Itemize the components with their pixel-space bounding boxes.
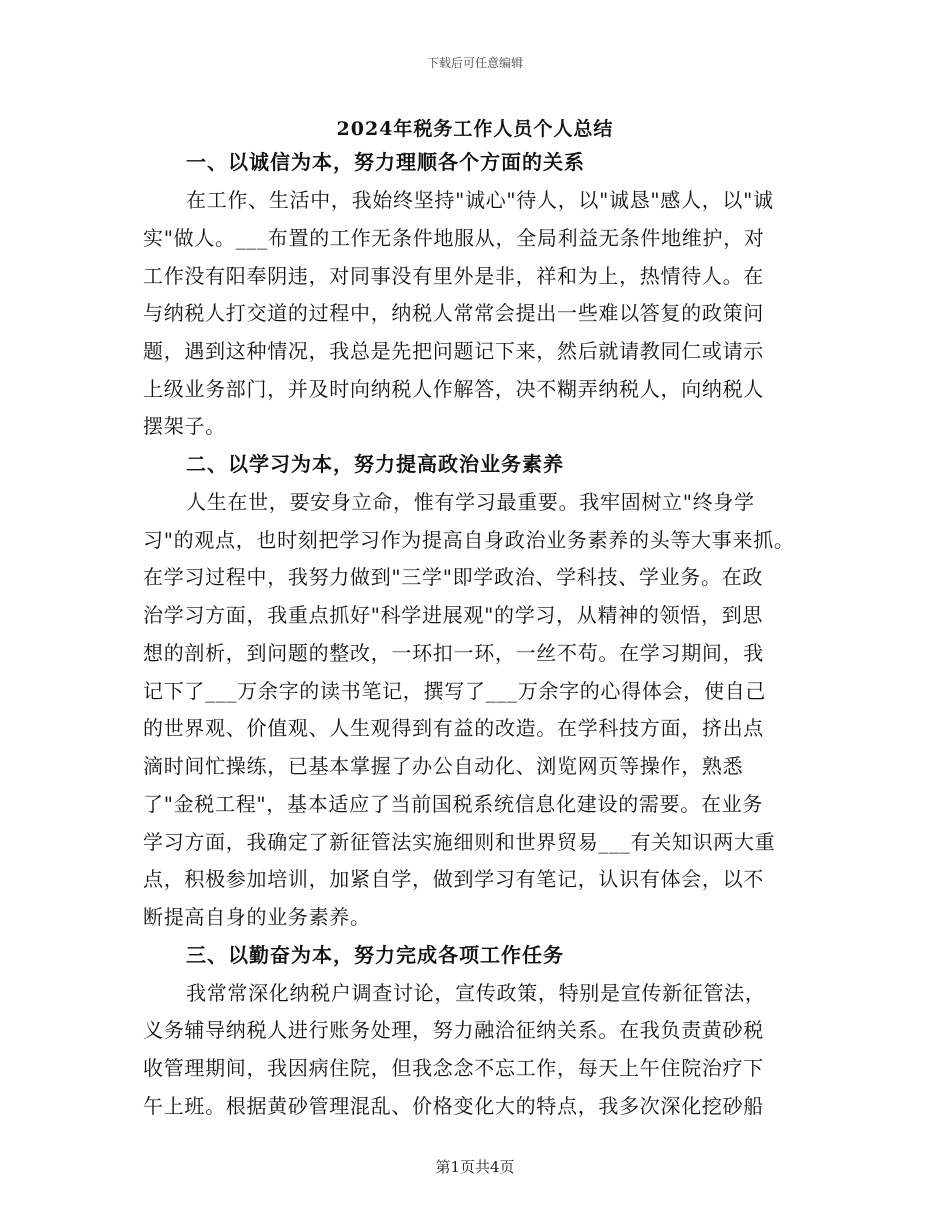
- paragraph-line: 工作没有阳奉阴违，对同事没有里外是非，祥和为上，热情待人。在: [143, 264, 764, 288]
- paragraph-line: 滴时间忙操练，已基本掌握了办公自动化、浏览网页等操作，熟悉: [143, 754, 744, 778]
- page-footer: 第1页共4页: [435, 1158, 515, 1176]
- paragraph-line: 记下了___万余字的读书笔记，撰写了___万余字的心得体会，使自己: [143, 679, 767, 703]
- paragraph-line: 实"做人。___布置的工作无条件地服从，全局利益无条件地维护，对: [143, 226, 765, 250]
- paragraph-line: 人生在世，要安身立命，惟有学习最重要。我牢固树立"终身学: [186, 490, 755, 514]
- paragraph-line: 点，积极参加培训，加紧自学，做到学习有笔记，认识有体会，以不: [143, 867, 764, 891]
- paragraph-line: 上级业务部门，并及时向纳税人作解答，决不糊弄纳税人，向纳税人: [143, 377, 764, 401]
- document-title: 2024年税务工作人员个人总结: [336, 118, 614, 140]
- section-heading: 一、以诚信为本，努力理顺各个方面的关系: [186, 150, 585, 174]
- section-heading: 三、以勤奋为本，努力完成各项工作任务: [186, 943, 564, 967]
- paragraph-line: 了"金税工程"，基本适应了当前国税系统信息化建设的需要。在业务: [143, 792, 764, 816]
- paragraph-line: 题，遇到这种情况，我总是先把问题记下来，然后就请教同仁或请示: [143, 339, 764, 363]
- paragraph-line: 我常常深化纳税户调查讨论，宣传政策，特别是宣传新征管法，: [186, 981, 766, 1005]
- paragraph-line: 义务辅导纳税人进行账务处理，努力融洽征纳关系。在我负责黄砂税: [143, 1018, 764, 1042]
- section-heading: 二、以学习为本，努力提高政治业务素养: [186, 452, 564, 476]
- paragraph-line: 想的剖析，到问题的整改，一环扣一环，一丝不苟。在学习期间，我: [143, 641, 764, 665]
- paragraph-line: 在学习过程中，我努力做到"三学"即学政治、学科技、学业务。在政: [143, 565, 764, 589]
- paragraph-line: 学习方面，我确定了新征管法实施细则和世界贸易___有关知识两大重: [143, 830, 776, 854]
- paragraph-line: 在工作、生活中，我始终坚持"诚心"待人，以"诚恳"感人，以"诚: [186, 188, 774, 212]
- paragraph-line: 习"的观点，也时刻把学习作为提高自身政治业务素养的头等大事来抓。: [143, 528, 795, 552]
- paragraph-line: 治学习方面，我重点抓好"科学进展观"的学习，从精神的领悟，到思: [143, 603, 764, 627]
- paragraph-line: 摆架子。: [143, 414, 226, 438]
- paragraph-line: 与纳税人打交道的过程中，纳税人常常会提出一些难以答复的政策问: [143, 301, 764, 325]
- header-note: 下载后可任意编辑: [426, 56, 523, 70]
- paragraph-line: 断提高自身的业务素养。: [143, 905, 371, 929]
- paragraph-line: 午上班。根据黄砂管理混乱、价格变化大的特点，我多次深化挖砂船: [143, 1094, 764, 1118]
- paragraph-line: 的世界观、价值观、人生观得到有益的改造。在学科技方面，挤出点: [143, 716, 764, 740]
- paragraph-line: 收管理期间，我因病住院，但我念念不忘工作，每天上午住院治疗下: [143, 1056, 764, 1080]
